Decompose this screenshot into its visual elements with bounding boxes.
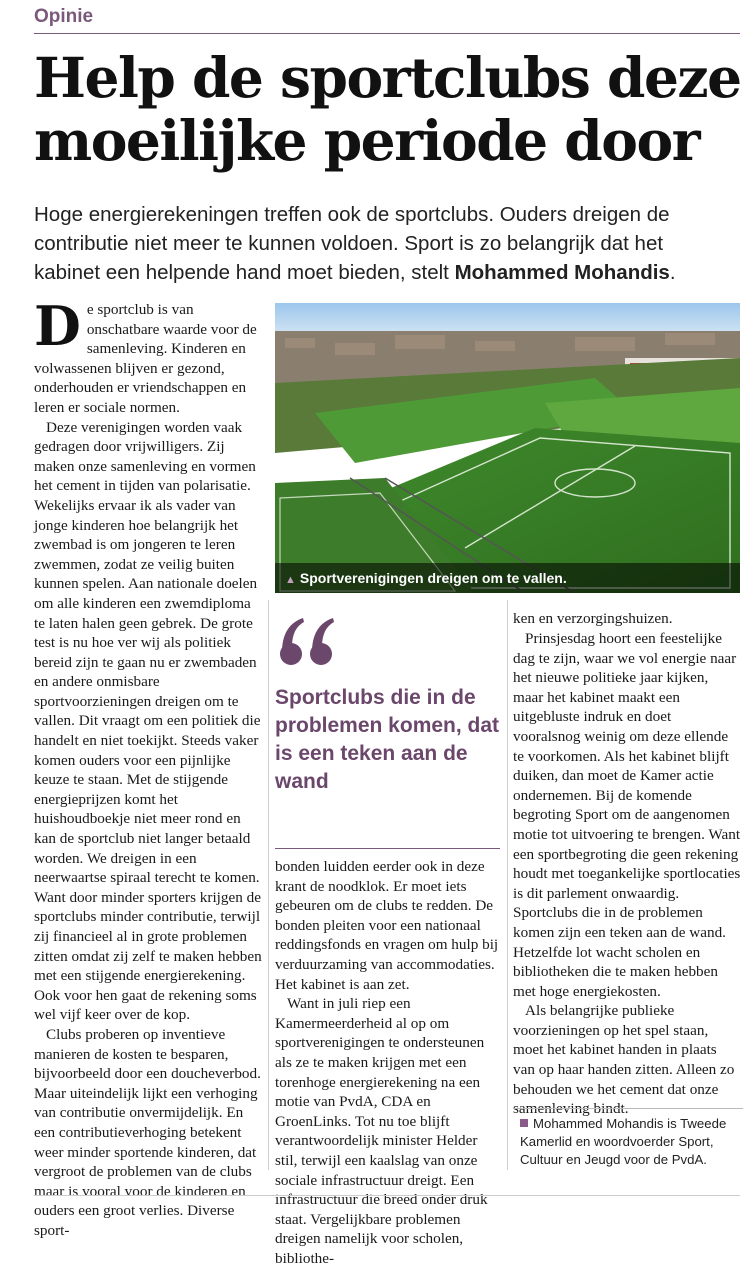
paragraph-5: Want in juli riep een Kamermeerderheid al op om sportverenigingen te ondersteunen als ze te maken krijgen met een torenhoge energierekening na een motie van PvdA, CDA en GroenLinks. Tot nu toe blijft verantwoordelijk minister Helder stil, terwijl een kaalslag van onze sociale infrastructuur dreigt. Een infrastructuur die breed onder druk staat. Vergelijkbare problemen dreigen namelijk voor scholen, bibliothe-: [275, 995, 488, 1267]
paragraph-3: Clubs proberen op inventieve manieren de kosten te besparen, bijvoorbeeld door een doucheverbod. Maar uiteindelijk lijkt een verhoging van contributie onvermijdelijk. En een contributieverhoging betekent weer minder sportende kinderen, dat vergroot de problemen van de clubs maar is vooral voor de kinderen en ouders een groot verlies. Diverse sport-: [34, 1025, 261, 1239]
author-bio-text: Mohammed Mohandis is Tweede Kamerlid en woordvoerder Sport, Cultuur en Jeugd voor de PvdA.: [520, 1116, 727, 1167]
pull-quote-rule: [275, 848, 500, 849]
paragraph-2: Deze verenigingen worden vaak gedragen door vrijwilligers. Zij maken onze samenleving en vormen het cement in tijden van polarisatie. Wekelijks ervaar ik als vader van jonge kinderen hoe belangrijk het zwembad is om jongeren te leren zwemmen, zodat ze veilig buiten kunnen spelen. Aan nationale doelen om alle kinderen een zwemdiploma te laten halen geen gebrek. De grote test is nu hoe ver wij als politiek bereid zijn te gaan nu er zwembaden en andere onmisbare sportvoorzieningen dreigen om te vallen. Dit vraagt om een politiek die handelt en niet toekijkt. Steeds vaker komen ouders voor een pijnlijke keuze te staan. Met de stijgende energieprijzen komt het huishoudboekje niet meer rond en kan de sportclub niet langer betaald worden. We dreigen in een neerwaartse spiraal terecht te komen. Want door minder sporters krijgen de sportclubs minder contributie, terwijl zij financieel al in grote problemen zitten omdat zij zelf te maken hebben met een stijgende energierekening. Ook voor hen gaat de rekening soms wel vijf keer over de kop.: [34, 418, 262, 1024]
headline: Help de sportclubs deze moeilijke periode door: [34, 45, 741, 173]
bio-square-icon: [520, 1119, 528, 1127]
drop-cap: D: [34, 294, 81, 358]
intro: [34, 200, 734, 287]
photo-caption: [285, 570, 567, 586]
column-3-top: [513, 609, 741, 629]
bio-rule: [513, 1108, 743, 1109]
caption-triangle-icon: ▲: [285, 574, 296, 586]
author-bio: [520, 1115, 745, 1169]
pull-quote: Sportclubs die in de problemen komen, dat is een teken aan de wand: [275, 686, 500, 793]
intro-text: Hoge energierekeningen treffen ook de sportclubs. Ouders dreigen de contributie niet meer te kunnen voldoen. Sport is zo belangrijk dat het kabinet een helpende hand moet bieden, stelt: [34, 203, 670, 284]
section-rule: [34, 33, 740, 34]
column-1: [34, 294, 262, 1241]
paragraph-7: Prinsjesdag hoort een feestelijke dag te zijn, waar we vol energie naar het nieuwe politieke jaar kijken, maar het kabinet maakt een uitgebluste indruk en doet vooralsnog weinig om deze ellende te voorkomen. Als het kabinet blijft duiken, dan moet de Kamer actie ondernemen. Bij de komende begroting Sport om de aangenomen motie tot uitvoering te brengen. Want een sportbegroting die geen rekening houdt met toegankelijke sportlocaties is dit parlement onwaardig. Sportclubs die in de problemen komen zijn een teken aan de wand. Hetzelfde lot wacht scholen en bibliotheken die te maken hebben met hoge energiekosten.: [513, 630, 741, 1000]
paragraph-6: ken en verzorgingshuizen.: [513, 610, 673, 627]
paragraph-1: [34, 294, 262, 418]
quote-marks-icon: [277, 612, 337, 672]
intro-end: .: [669, 261, 676, 284]
column-3: [513, 629, 741, 1119]
photo-caption-text: Sportverenigingen dreigen om te vallen.: [299, 570, 567, 586]
paragraph-8: Als belangrijke publieke voorzieningen op het spel staan, moet het kabinet handen in plaats van op haar handen zitten. Alleen zo behouden we het cement dat onze samenleving bindt.: [513, 1002, 735, 1118]
intro-author: Mohammed Mohandis: [454, 261, 670, 284]
column-2: [275, 857, 500, 1268]
article-photo: [275, 303, 740, 593]
sports-field-photo: [275, 303, 740, 593]
paragraph-1-text: e sportclub is van onschatbare waarde voor de samenleving. Kinderen en volwassenen blijven er gezond, onderhouden er vriendschappen en leren er sociale normen.: [34, 301, 257, 416]
paragraph-4: bonden luidden eerder ook in deze krant de noodklok. Er moet iets gebeuren om de clubs te redden. De bonden pleiten voor een nationaal reddingsfonds en vragen om hulp bij verduurzaming van accommodaties. Het kabinet is aan zet.: [275, 858, 499, 993]
section-label: Opinie: [34, 6, 94, 27]
column-divider-1: [268, 600, 269, 1170]
bottom-rule: [34, 1195, 740, 1196]
column-divider-2: [507, 600, 508, 1170]
